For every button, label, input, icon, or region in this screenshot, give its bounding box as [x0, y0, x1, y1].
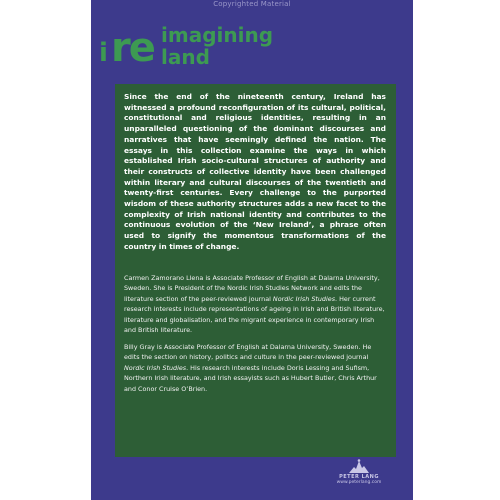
bio-text: Carmen Zamorano Llena is Associate Professor of English at Dalarna University, Sweden. She is President of the Nordic Irish Studies Network and edits the literature section of the peer-reviewed journal: [124, 273, 380, 303]
bio-text: . His research interests include Doris Lessing and Sufism, Northern Irish literature, and Irish essayists such as Hubert Butler, Chris Arthur and Conor Cruise O’Brien.: [124, 363, 377, 393]
back-cover: [91, 0, 413, 500]
logo-land: land: [161, 45, 210, 69]
series-logo: [99, 18, 299, 73]
logo-re: re: [111, 25, 154, 71]
logo-imagining: imagining: [161, 23, 274, 47]
text-panel: [115, 84, 396, 457]
bio-text: . Her current research interests include representations of ageing in Irish and British literature, literature and globalisation, and the migrant experience in contemporary Irish and British literature.: [124, 294, 385, 335]
journal-title: Nordic Irish Studies: [124, 363, 187, 372]
publisher-name: PETER LANG: [339, 474, 379, 480]
bio-text: Billy Gray is Associate Professor of English at Dalarna University, Sweden. He edits the section on history, politics and culture in the peer-reviewed journal: [124, 342, 372, 362]
journal-title: Nordic Irish Studies: [272, 294, 336, 303]
logo-i: i: [99, 38, 108, 68]
editor-bio-gray: [124, 342, 386, 395]
publisher-logo: [319, 458, 399, 492]
editor-bio-zamorano: [124, 273, 386, 336]
publisher-url: www.peterlang.com: [336, 480, 382, 485]
header-text: Copyrighted Material: [213, 0, 291, 8]
publisher-mountain-icon: [348, 458, 370, 474]
book-summary: Since the end of the nineteenth century, Ireland has witnessed a profound reconfiguration of its cultural, political, constitutional and religious identities, resulting in an unparalleled questioning of the dominant discourses and narratives that have seemingly defined the nation. The essays in this collection examine the ways in which established Irish socio-cultural structures of authority and their constructs of collective identity have been challenged within literary and cultural discourses of the twentieth and twenty-first centuries. Every challenge to the purported wisdom of these authority structures adds a new facet to the complexity of Irish national identity and contributes to the continuous evolution of the ‘New Ireland’, a phrase often used to signify the momentous transformations of the country in times of change.: [124, 92, 386, 251]
